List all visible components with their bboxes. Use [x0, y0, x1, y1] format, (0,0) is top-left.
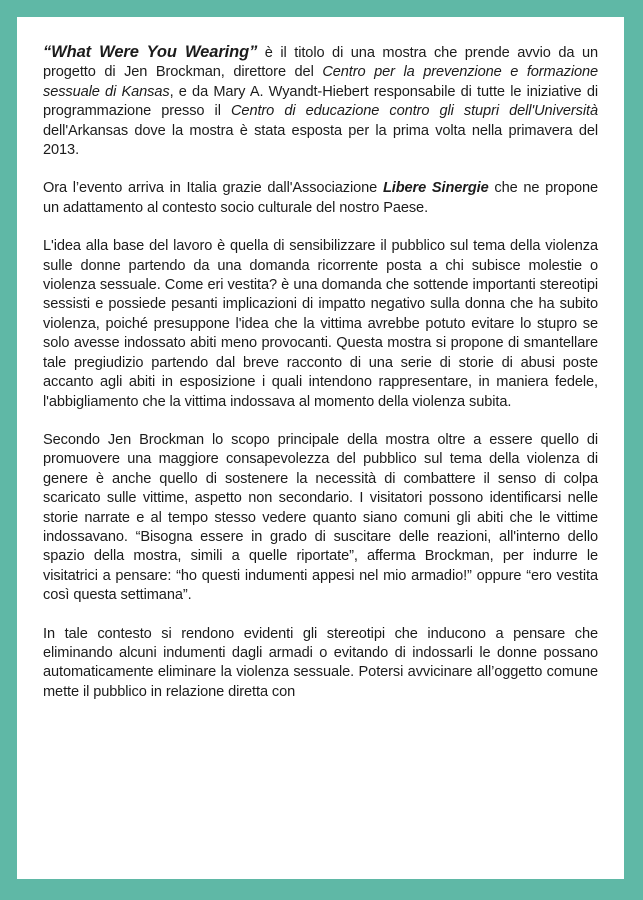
- intro-text-3: dell'Arkansas dove la mostra è stata esposta per la prima volta nella primavera del 2013.: [43, 122, 598, 159]
- paragraph-intro: [43, 43, 598, 160]
- brockman-text: Secondo Jen Brockman lo scopo principale della mostra oltre a essere quello di promuovere una maggiore consapevolezza del pubblico sul tema della violenza di genere è anche quello di sostenere la necessità di combattere il senso di colpa scaricato sulle vittime, aspetto non secondario. I visitatori possono identificarsi nelle storie narrate e al tempo stesso vedere quanto siano comuni gli abiti che le vittime indossavano. “Bisogna essere in grado di suscitare delle reazioni, all'interno dello spazio della mostra, simili a quelle riportate”, afferma Brockman, per indurre le visitatrici a pensare: “ho questi indumenti appesi nel mio armadio!” oppure “ero vestita così questa settimana”.: [43, 431, 598, 604]
- paragraph-stereotypes: [43, 625, 598, 703]
- stereotypes-text: In tale contesto si rendono evidenti gli stereotipi che inducono a pensare che eliminando alcuni indumenti dagli armadi o evitando di indossarli le donne possano automaticamente eliminare la violenza sessuale. Potersi avvicinare all’oggetto comune mette il pubblico in relazione diretta con: [43, 625, 598, 700]
- association-name: Libere Sinergie: [382, 180, 489, 197]
- paragraph-idea: [43, 237, 598, 412]
- paragraph-italy: [43, 179, 598, 218]
- kansas-center-name: Centro per la prevenzione e formazione sessuale di Kansas: [43, 64, 599, 100]
- paragraph-brockman: [43, 431, 598, 606]
- intro-text-1: è il titolo di una mostra che prende avvio da un progetto di Jen Brockman, direttore del: [43, 45, 598, 81]
- document-sheet: [17, 17, 624, 879]
- arkansas-center-name: Centro di educazione contro gli stupri dell'Università: [230, 103, 598, 120]
- exhibition-title: “What Were You Wearing”: [43, 43, 258, 61]
- italy-text-2: che ne propone un adattamento al contesto socio culturale del nostro Paese.: [43, 180, 599, 216]
- italy-text-1: Ora l’evento arriva in Italia grazie dall'Associazione: [43, 180, 383, 197]
- intro-text-2: , e da Mary A. Wyandt-Hiebert responsabile di tutte le iniziative di programmazione presso il: [43, 83, 598, 120]
- idea-text: L'idea alla base del lavoro è quella di sensibilizzare il pubblico sul tema della violenza sulle donne partendo da una domanda ricorrente posta a chi subisce molestie o violenza sessuale. Come eri vestita? è una domanda che sottende importanti stereotipi sessisti e possiede pesanti implicazioni di impatto negativo sulla donna che ha subito violenza, poiché presuppone l'idea che la vittima avrebbe potuto evitare lo stupro se solo avesse indossato abiti meno provocanti. Questa mostra si propone di smantellare tale pregiudizio partendo dal breve racconto di una serie di storie di abusi poste accanto agli abiti in esposizione i quali intendono rappresentare, in maniera fedele, l'abbigliamento che la vittima indossava al momento della violenza subita.: [43, 238, 598, 410]
